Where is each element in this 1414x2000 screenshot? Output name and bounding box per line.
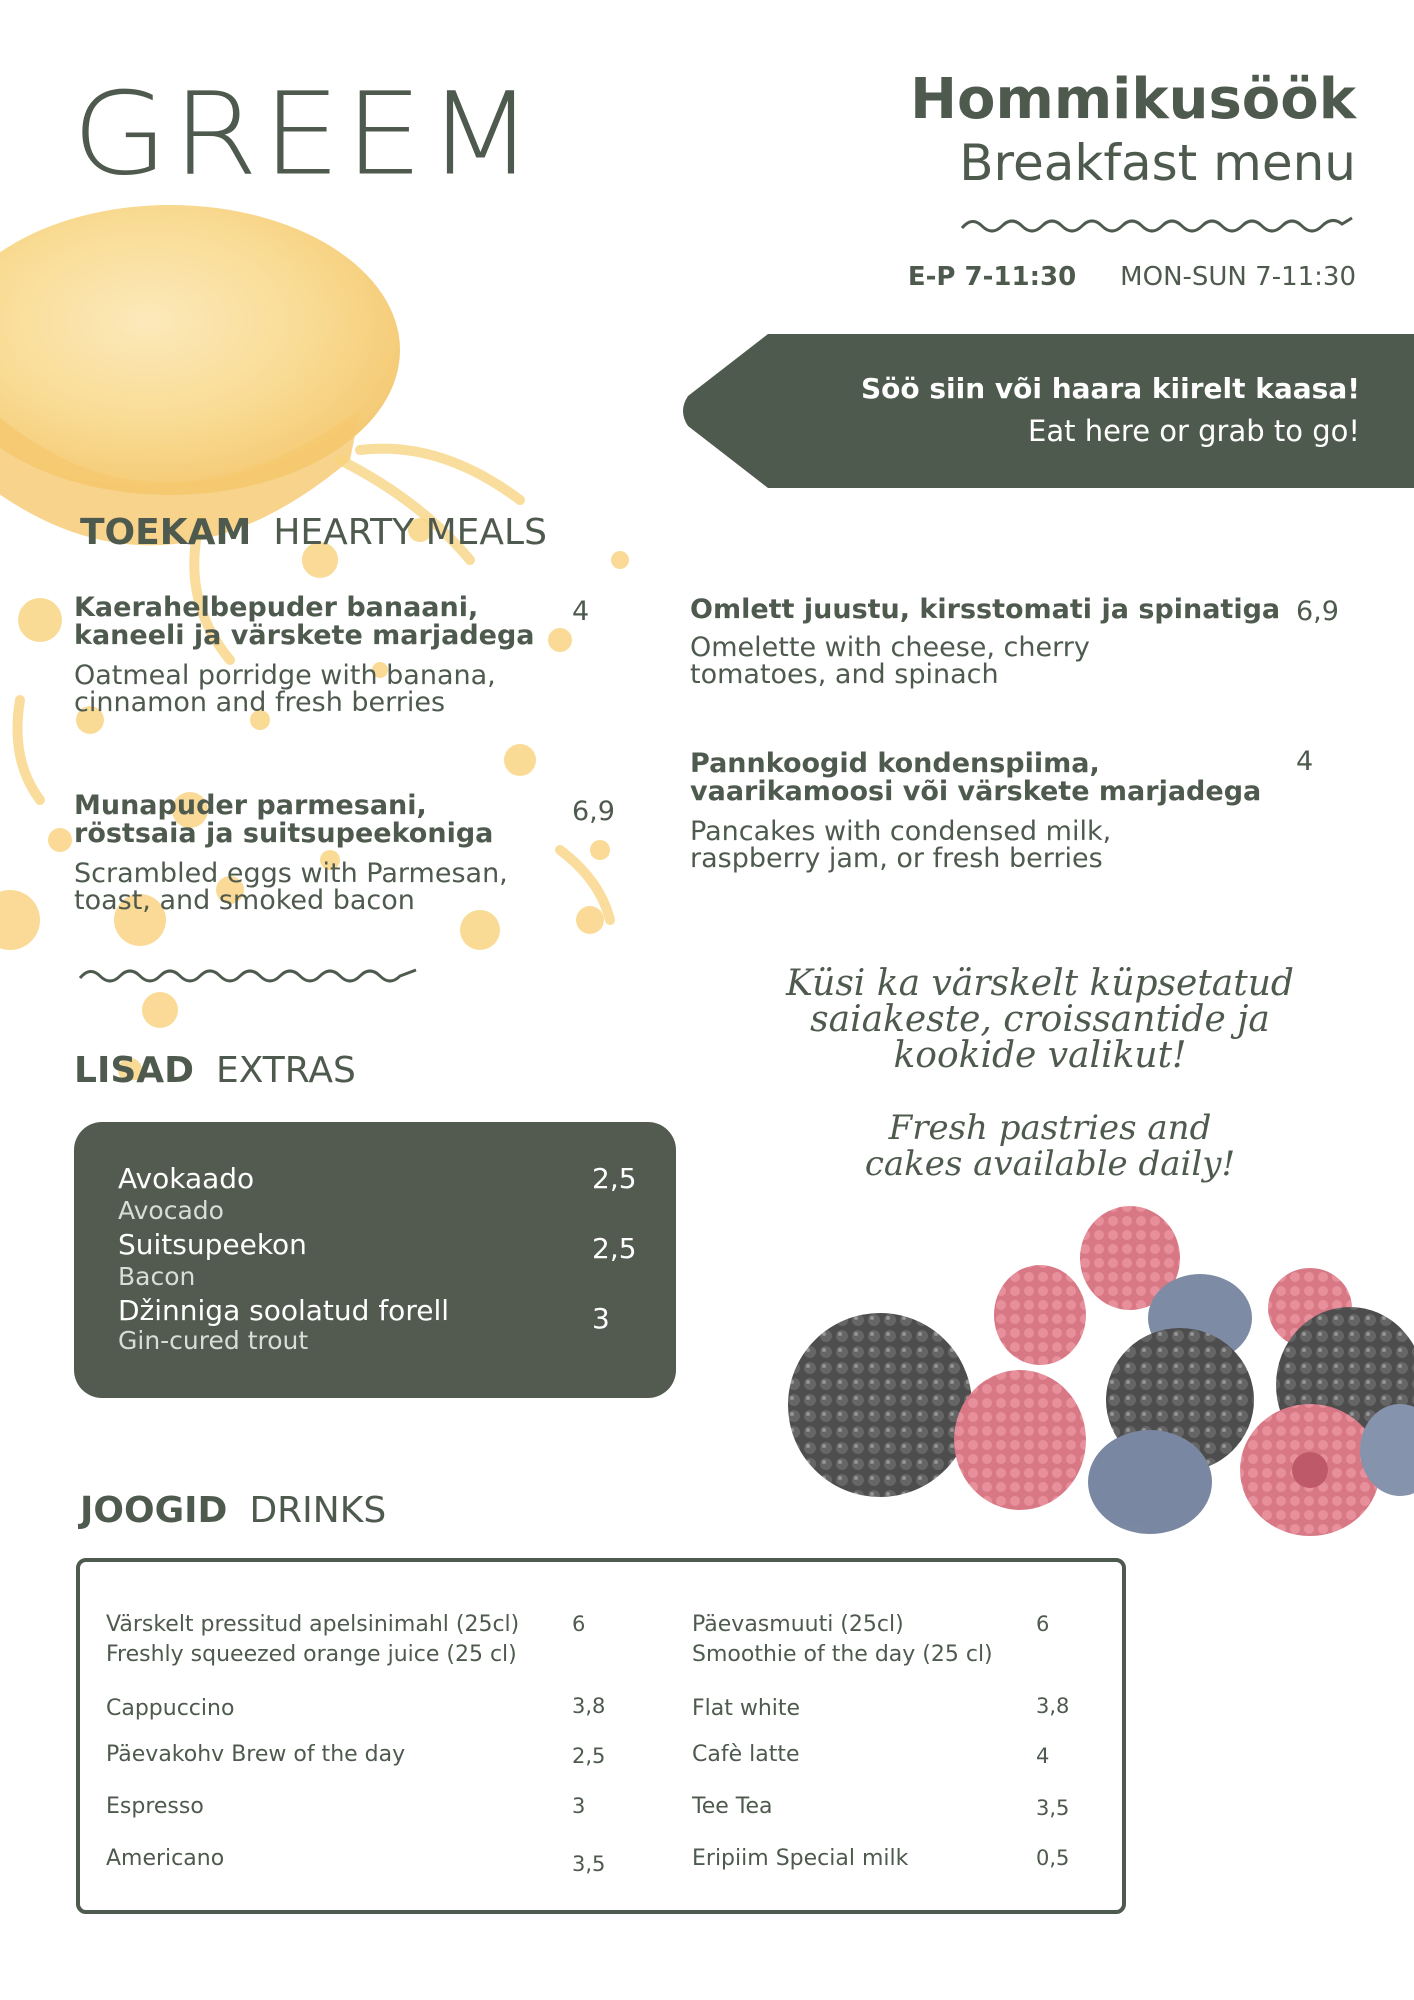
item-name-en-2: cinnamon and fresh berries: [74, 687, 446, 718]
banner-shape: [678, 334, 1414, 488]
heading-en: DRINKS: [249, 1490, 387, 1531]
menu-title-en: Breakfast menu: [959, 134, 1356, 192]
drink-name: [692, 1794, 773, 1819]
wave-divider-top: [960, 210, 1356, 240]
item-price: 6,9: [1296, 596, 1339, 627]
heading-en: EXTRAS: [216, 1050, 356, 1091]
pastries-note-en: [800, 1110, 1300, 1182]
pastries-line: kookide valikut!: [893, 1035, 1187, 1076]
pastries-line: cakes available daily!: [864, 1144, 1236, 1184]
heading-en: HEARTY MEALS: [273, 512, 547, 553]
item-name-et-1: Kaerahelbepuder banaani,: [74, 592, 479, 623]
drink-price: 4: [1036, 1744, 1050, 1768]
item-name-en-1: Oatmeal porridge with banana,: [74, 660, 496, 691]
section-heading-extras: [74, 1050, 356, 1091]
drink-name: Päevasmuuti (25cl): [692, 1612, 904, 1637]
drink-price: 0,5: [1036, 1846, 1070, 1870]
pastries-line: saiakeste, croissantide ja: [810, 999, 1270, 1040]
extra-name-et: Avokaado: [118, 1162, 255, 1195]
extra-name-en: Gin-cured trout: [118, 1326, 309, 1355]
drink-name-en: Brew of the day: [231, 1742, 406, 1767]
extra-price: 2,5: [592, 1232, 637, 1265]
menu-item: [690, 750, 1310, 872]
drink-name-et: Päevakohv: [106, 1742, 225, 1767]
menu-item: [74, 594, 574, 716]
item-name-et-2: vaarikamoosi või värskete marjadega: [690, 776, 1262, 807]
heading-et: LISAD: [74, 1050, 195, 1091]
drink-name: Cappuccino: [106, 1696, 235, 1721]
extra-name-et: Džinniga soolatud forell: [118, 1294, 449, 1327]
drink-sub: Smoothie of the day (25 cl): [692, 1642, 993, 1667]
extra-price: 2,5: [592, 1162, 637, 1195]
drink-name: [692, 1846, 908, 1871]
section-heading-drinks: [80, 1490, 386, 1531]
item-name-en-2: raspberry jam, or fresh berries: [690, 843, 1103, 874]
drink-name: Flat white: [692, 1696, 801, 1721]
item-name-et-2: röstsaia ja suitsupeekoniga: [74, 818, 494, 849]
drink-name: Värskelt pressitud apelsinimahl (25cl): [106, 1612, 520, 1637]
item-name-en-2: toast, and smoked bacon: [74, 885, 415, 916]
banner-text-et: Söö siin või haara kiirelt kaasa!: [860, 372, 1360, 405]
wave-divider-left: [78, 962, 420, 992]
drink-name-en: Special milk: [775, 1846, 909, 1871]
item-price: 6,9: [572, 796, 615, 827]
extra-name-et: Suitsupeekon: [118, 1228, 307, 1261]
berries-image: [770, 1200, 1414, 1550]
item-name-en-2: tomatoes, and spinach: [690, 659, 999, 690]
extra-name-en: Avocado: [118, 1196, 224, 1225]
drink-price: 6: [572, 1612, 586, 1636]
drink-sub: Freshly squeezed orange juice (25 cl): [106, 1642, 517, 1667]
drink-name: Americano: [106, 1846, 225, 1871]
drink-price: 3,5: [572, 1852, 606, 1876]
drink-name: Cafè latte: [692, 1742, 800, 1767]
menu-item: [74, 792, 574, 914]
heading-et: TOEKAM: [80, 512, 252, 553]
heading-et: JOOGID: [80, 1490, 228, 1531]
item-name-et-2: kaneeli ja värskete marjadega: [74, 620, 535, 651]
section-heading-hearty: [80, 512, 547, 553]
drink-name-et: Eripiim: [692, 1846, 769, 1871]
menu-item: [690, 596, 1310, 688]
item-price: 4: [1296, 746, 1314, 777]
item-name-en-1: Omelette with cheese, cherry: [690, 632, 1090, 663]
item-name-en-1: Scrambled eggs with Parmesan,: [74, 858, 508, 889]
drink-name-et: Tee: [692, 1794, 729, 1819]
opening-hours: [908, 262, 1356, 292]
hours-et: E-P 7-11:30: [907, 262, 1077, 292]
pastries-note-et: [760, 963, 1320, 1076]
banner-text-en: Eat here or grab to go!: [1028, 414, 1360, 448]
item-name-en-1: Pancakes with condensed milk,: [690, 816, 1112, 847]
menu-title-et: Hommikusöök: [910, 67, 1356, 132]
hours-en: MON-SUN 7-11:30: [1120, 262, 1356, 292]
drink-name: Espresso: [106, 1794, 204, 1819]
drink-price: 6: [1036, 1612, 1050, 1636]
pastries-line: Küsi ka värskelt küpsetatud: [786, 963, 1294, 1004]
extra-name-en: Bacon: [118, 1262, 196, 1291]
item-name-et-1: Munapuder parmesani,: [74, 790, 427, 821]
item-name-et-1: Omlett juustu, kirsstomati ja spinatiga: [690, 594, 1281, 625]
drink-name: [106, 1742, 405, 1767]
extra-price: 3: [592, 1302, 610, 1335]
drink-name-en: Tea: [735, 1794, 773, 1819]
drink-price: 3: [572, 1794, 586, 1818]
drink-price: 2,5: [572, 1744, 606, 1768]
drink-price: 3,5: [1036, 1796, 1070, 1820]
pastries-line: Fresh pastries and: [888, 1108, 1212, 1148]
drink-price: 3,8: [572, 1694, 606, 1718]
item-price: 4: [572, 596, 590, 627]
logo: GREEM: [72, 68, 538, 202]
item-name-et-1: Pannkoogid kondenspiima,: [690, 748, 1100, 779]
drink-price: 3,8: [1036, 1694, 1070, 1718]
